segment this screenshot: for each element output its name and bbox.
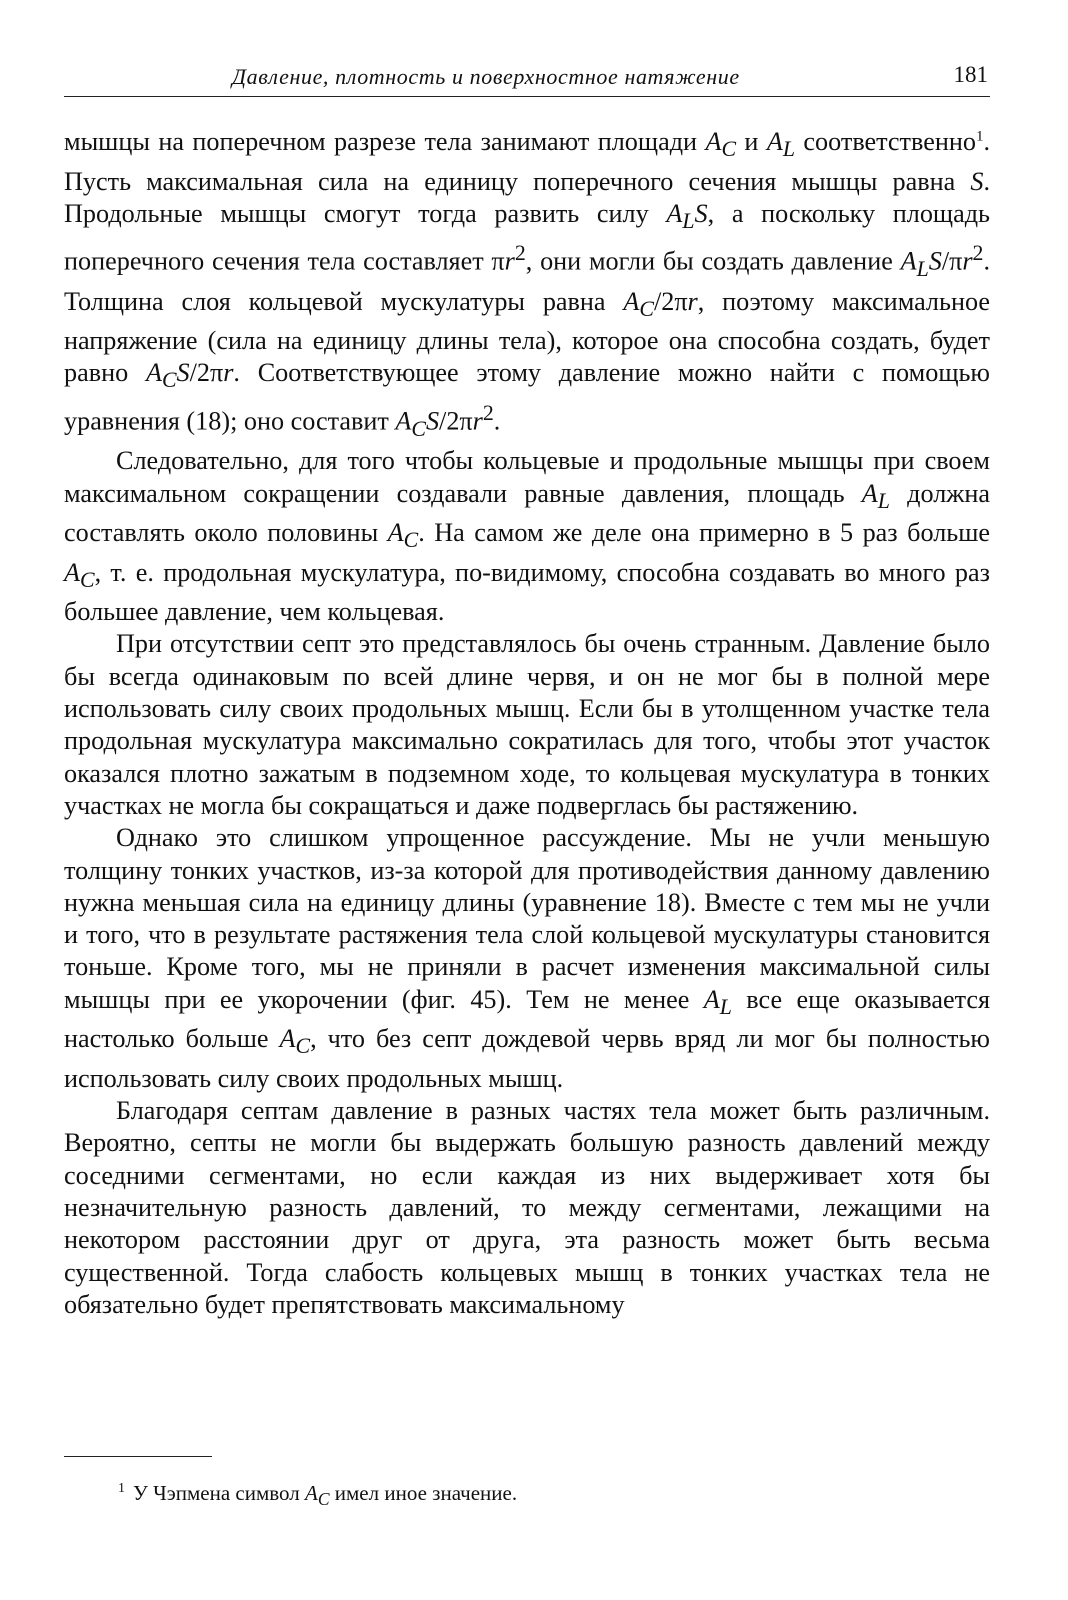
footnote xyxy=(118,1476,517,1512)
footnote-text: У Чэпмена символ $A_C$ имел иное значение. xyxy=(133,1481,518,1510)
paragraph-3: При отсутствии септ это представлялось бы очень странным. Давление было бы всегда одинаковым по всей длине червя, и он не мог бы в полной мере использовать силу своих продольных мышц. Если бы в утолщенном участке тела продольная мускулатура максимально сократилась для того, чтобы этот участок оказался плотно зажатым в подземном ходе, то кольцевая мускулатура в тонких участках не могла бы сокращаться и даже подверглась бы растяжению. xyxy=(64,629,990,820)
footnote-rule xyxy=(64,1456,212,1457)
book-page xyxy=(64,0,990,1600)
body-text xyxy=(64,126,990,1321)
footnote-mark: 1 xyxy=(118,1481,125,1496)
paragraph-5: Благодаря септам давление в разных частях тела может быть различным. Вероятно, септы не могли бы выдержать большую разность давлений между соседними сегментами, но если каждая из них выдерживает хотя бы незначительную разность давлений, то между сегментами, лежащими на некотором расстоянии друг от друга, эта разность может быть весьма существенной. Тогда слабость кольцевых мышц в тонких участках тела не обязательно будет препятствовать максимальному xyxy=(64,1096,990,1319)
running-head xyxy=(64,58,990,97)
paragraph-2: Следовательно, для того чтобы кольцевые и продольные мышцы при своем максимальном сокращении создавали равные давления, площадь $A_L$ должна составлять около половины $A_C$. На самом же деле она примерно в 5 раз больше $A_C$, т. е. продольная мускулатура, по-видимому, способна создавать во много раз большее давление, чем кольцевая. xyxy=(64,446,990,627)
page-number: 181 xyxy=(953,62,988,87)
paragraph-4: Однако это слишком упрощенное рассуждение. Мы не учли меньшую толщину тонких участков, из-за которой для противодействия данному давлению нужна меньшая сила на единицу длины (уравнение 18). Вместе с тем мы не учли и того, что в результате растяжения тела слой кольцевой мускулатуры становится тоньше. Кроме того, мы не приняли в расчет изменения максимальной силы мышцы при ее укорочении (фиг. 45). Тем не менее $A_L$ все еще оказывается настолько больше $A_C$, что без септ дождевой червь вряд ли мог бы полностью использовать силу своих продольных мышц. xyxy=(64,823,991,1093)
running-title: Давление, плотность и поверхностное натяжение xyxy=(232,64,740,89)
paragraph-1: мышцы на поперечном разрезе тела занимают площади $A_C$ и $A_L$ соответственно$^1$. Пусть максимальная сила на единицу поперечного сечения мышцы равна S. Продольные мышцы смогут тогда развить силу $A_LS$, а поскольку площадь поперечного сечения тела составляет $\pi r^2$, они могли бы создать давление $A_LS/\pi r^2$. Толщина слоя кольцевой мускулатуры равна $A_C/2\pi r$, поэтому максимальное напряжение (сила на единицу длины тела), которое она способна создать, будет равно $A_CS/2\pi r$. Соответствующее этому давление можно найти с помощью уравнения (18); оно составит $A_CS/2\pi r^2$. xyxy=(64,127,990,441)
